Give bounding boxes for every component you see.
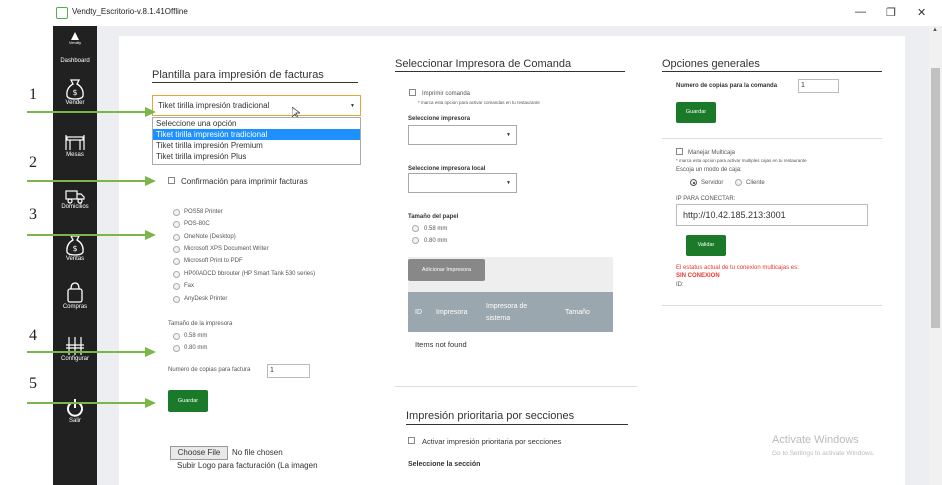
ip-connect-label: IP PARA CONECTAR: bbox=[676, 196, 736, 202]
column-header-size: Tamaño bbox=[565, 309, 590, 316]
invoice-template-title: Plantilla para impresión de facturas bbox=[152, 69, 324, 81]
brand-label: Vendty bbox=[68, 40, 82, 45]
printer-label: OneNote (Desktop) bbox=[184, 234, 236, 240]
app-logo-icon bbox=[56, 7, 68, 19]
multicaja-label: Manejar Multicaja bbox=[688, 150, 736, 156]
ip-connect-input[interactable] bbox=[676, 204, 868, 226]
cash-mode-label: Escoja un modo de caja: bbox=[676, 167, 742, 173]
printer-label: HP00ADCD bbrouter (HP Smart Tank 530 series) bbox=[184, 271, 316, 277]
sidebar-item-label: Domicilios bbox=[61, 204, 89, 210]
sidebar-item-label: Configurar bbox=[60, 356, 89, 362]
print-order-hint: * marca esta opcion para activar comandas en tu restaurante bbox=[418, 100, 540, 105]
mode-server-label: Servidor bbox=[701, 180, 724, 186]
power-icon bbox=[65, 398, 85, 418]
title-underline bbox=[152, 82, 358, 83]
mode-server-radio[interactable] bbox=[690, 179, 697, 186]
general-options-title: Opciones generales bbox=[662, 58, 760, 70]
invoice-template-dropdown bbox=[152, 117, 361, 165]
logo-upload-label: Subir Logo para facturación (La imagen bbox=[177, 461, 318, 470]
sidebar-item-label: Compras bbox=[62, 304, 88, 310]
annotation-arrow-head bbox=[145, 107, 156, 117]
chevron-down-icon: ▼ bbox=[506, 180, 511, 186]
sidebar-item-configurar[interactable] bbox=[53, 336, 97, 362]
order-printer-select[interactable] bbox=[408, 125, 517, 145]
annotation-number: 4 bbox=[29, 327, 37, 344]
size-label: 0.80 mm bbox=[184, 345, 208, 351]
money-bag-icon bbox=[65, 234, 85, 256]
sidebar-item-dashboard[interactable] bbox=[53, 58, 97, 64]
print-order-label: Imprimir comanda bbox=[422, 91, 471, 97]
annotation-arrow-line bbox=[27, 111, 147, 113]
sidebar-item-compras[interactable] bbox=[53, 282, 97, 310]
title-bar bbox=[0, 0, 942, 26]
add-printer-button[interactable]: Adicionar Impresora bbox=[408, 259, 485, 281]
printer-radio[interactable] bbox=[173, 258, 180, 265]
priority-printing-label: Activar impresión prioritaria por secciones bbox=[422, 437, 562, 446]
printer-radio[interactable] bbox=[173, 221, 180, 228]
paper-size-radio[interactable] bbox=[412, 237, 419, 244]
dropdown-option[interactable]: Seleccione una opción bbox=[156, 119, 237, 128]
confirm-print-checkbox[interactable] bbox=[168, 177, 175, 184]
sidebar-item-label: Vender bbox=[65, 100, 85, 106]
annotation-arrow-head bbox=[145, 176, 156, 186]
sidebar-brand[interactable] bbox=[53, 32, 97, 46]
printer-radio[interactable] bbox=[173, 283, 180, 290]
print-order-checkbox[interactable] bbox=[409, 89, 416, 96]
annotation-arrow-line bbox=[27, 351, 147, 353]
empty-state-text: Items not found bbox=[415, 340, 467, 349]
table-icon bbox=[65, 134, 85, 152]
sidebar bbox=[53, 26, 97, 485]
chevron-down-icon: ▼ bbox=[350, 102, 355, 109]
order-copies-input[interactable]: 1 bbox=[798, 79, 839, 93]
column-header-system-printer: Impresora de sistema bbox=[486, 303, 528, 322]
select-value: Tiket tirilla impresión tradicional bbox=[158, 101, 270, 110]
sidebar-item-vender[interactable] bbox=[53, 78, 97, 106]
order-copies-label: Numero de copias para la comanda bbox=[676, 83, 778, 89]
annotation-arrow-line bbox=[27, 234, 147, 236]
annotation-number: 3 bbox=[29, 206, 37, 223]
activation-watermark-subtitle: Go to Settings to activate Windows. bbox=[772, 450, 875, 457]
printer-radio[interactable] bbox=[173, 209, 180, 216]
priority-printing-title: Impresión prioritaria por secciones bbox=[406, 410, 575, 422]
activation-watermark-title: Activate Windows bbox=[772, 434, 859, 446]
title-underline bbox=[662, 71, 882, 72]
sidebar-item-label: Salir bbox=[68, 418, 81, 424]
no-file-label: No file chosen bbox=[232, 448, 283, 457]
printer-label: Microsoft Print to PDF bbox=[184, 258, 243, 264]
money-bag-icon bbox=[65, 78, 85, 100]
printer-size-label: Tamaño de la impresora bbox=[168, 321, 233, 327]
section-select-label: Seleccione la sección bbox=[408, 461, 481, 468]
printer-label: Fax bbox=[184, 283, 195, 289]
printer-label: Microsoft XPS Document Writer bbox=[184, 246, 269, 252]
printer-label: POS58 Printer bbox=[184, 209, 223, 215]
scrollbar-thumb[interactable] bbox=[931, 68, 940, 328]
annotation-arrow-line bbox=[27, 180, 147, 182]
minimize-button[interactable]: — bbox=[855, 6, 866, 18]
close-button[interactable]: ✕ bbox=[917, 7, 927, 19]
annotation-arrow-head bbox=[145, 347, 156, 357]
connection-status-text: El estatus actual de tu conexion multicajas es: bbox=[676, 265, 799, 271]
svg-text:$: $ bbox=[72, 244, 78, 253]
invoice-copies-input[interactable]: 1 bbox=[267, 364, 310, 378]
ip-value: http://10.42.185.213:3001 bbox=[683, 210, 786, 220]
multicaja-hint: * marca esta opcion para activar multiples cajas en tu restaurante bbox=[676, 158, 807, 163]
annotation-arrow-head bbox=[145, 230, 156, 240]
priority-printing-checkbox[interactable] bbox=[408, 437, 415, 444]
sidebar-item-ventas[interactable] bbox=[53, 234, 97, 262]
sliders-icon bbox=[65, 336, 85, 356]
mode-client-label: Cliente bbox=[746, 180, 765, 186]
title-underline bbox=[406, 424, 628, 425]
sidebar-item-label: Dashboard bbox=[60, 58, 90, 64]
section-divider bbox=[395, 386, 637, 387]
column-header-id: ID bbox=[415, 309, 422, 316]
column-header-printer: Impresora bbox=[436, 309, 468, 316]
connection-id-label: ID: bbox=[676, 282, 684, 288]
section-divider bbox=[662, 138, 882, 139]
sidebar-item-domicilios[interactable] bbox=[53, 188, 97, 210]
order-printer-title: Seleccionar Impresora de Comanda bbox=[395, 58, 572, 70]
dropdown-option[interactable]: Tiket tirilla impresión Plus bbox=[156, 152, 247, 161]
printer-radio[interactable] bbox=[173, 271, 180, 278]
printer-radio[interactable] bbox=[173, 246, 180, 253]
shopping-bag-icon bbox=[66, 282, 84, 304]
local-printer-label: Seleccione impresora local bbox=[408, 166, 486, 172]
paper-size-label: Tamaño del papel bbox=[408, 214, 459, 220]
window-title: Vendty_Escritorio-v.8.1.41Offline bbox=[72, 7, 188, 16]
maximize-button[interactable]: ❐ bbox=[886, 7, 896, 19]
svg-text:$: $ bbox=[72, 88, 78, 97]
chevron-down-icon: ▼ bbox=[506, 132, 511, 138]
paper-size-option: 0.80 mm bbox=[424, 238, 448, 244]
dropdown-option[interactable]: Tiket tirilla impresión Premium bbox=[156, 141, 263, 150]
mode-client-radio[interactable] bbox=[735, 179, 742, 186]
paper-size-radio[interactable] bbox=[412, 225, 419, 232]
printer-label: POS-80C bbox=[184, 221, 210, 227]
annotation-arrow-line bbox=[27, 402, 147, 404]
choose-file-button[interactable]: Choose File bbox=[170, 446, 228, 460]
invoice-template-select[interactable] bbox=[152, 95, 361, 116]
annotation-number: 2 bbox=[29, 154, 37, 171]
title-underline bbox=[395, 71, 625, 72]
printer-label: AnyDesk Printer bbox=[184, 296, 228, 302]
save-general-options-button[interactable]: Guardar bbox=[676, 102, 716, 123]
invoice-copies-label: Numero de copias para factura bbox=[168, 367, 251, 373]
section-divider bbox=[662, 305, 882, 306]
annotation-number: 1 bbox=[29, 86, 37, 103]
sidebar-item-mesas[interactable] bbox=[53, 134, 97, 158]
brand-icon bbox=[71, 32, 79, 40]
local-printer-select[interactable] bbox=[408, 173, 517, 193]
dropdown-option-selected[interactable]: Tiket tirilla impresión tradicional bbox=[153, 129, 360, 140]
annotation-arrow-head bbox=[145, 398, 156, 408]
sidebar-item-label: Mesas bbox=[66, 152, 84, 158]
confirm-print-label: Confirmación para imprimir facturas bbox=[181, 177, 308, 186]
save-invoice-settings-button[interactable]: Guardar bbox=[168, 390, 208, 412]
printer-radio[interactable] bbox=[173, 234, 180, 241]
annotation-number: 5 bbox=[29, 375, 37, 392]
paper-size-option: 0.58 mm bbox=[424, 226, 448, 232]
table-empty-row bbox=[408, 332, 613, 357]
connection-status-value: SIN CONEXION bbox=[676, 273, 720, 279]
delivery-icon bbox=[65, 188, 85, 204]
sidebar-item-label: Ventas bbox=[65, 256, 85, 262]
multicaja-checkbox[interactable] bbox=[676, 148, 683, 155]
printer-select-label: Seleccione impresora bbox=[408, 116, 471, 122]
size-label: 0.58 mm bbox=[184, 333, 208, 339]
size-radio[interactable] bbox=[173, 345, 180, 352]
size-radio[interactable] bbox=[173, 333, 180, 340]
printer-table-header bbox=[408, 292, 613, 332]
printer-radio[interactable] bbox=[173, 296, 180, 303]
validate-button[interactable]: Validar bbox=[686, 235, 726, 256]
scroll-up-icon[interactable]: ▲ bbox=[932, 27, 938, 33]
